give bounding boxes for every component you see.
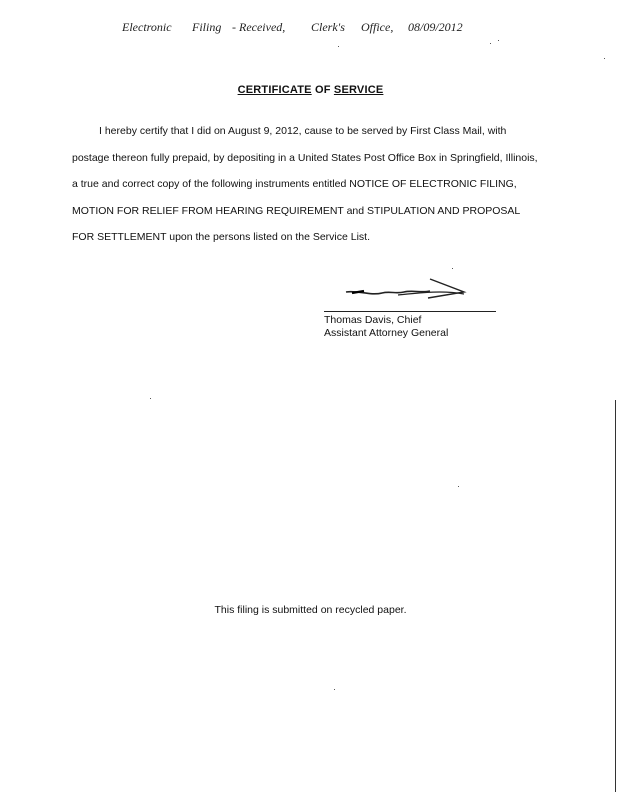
signer-name: Thomas Davis, Chief (324, 314, 422, 326)
stamp-date: 08/09/2012 (408, 20, 463, 34)
recycled-paper-note: This filing is submitted on recycled paper. (214, 604, 407, 616)
filing-stamp (0, 20, 621, 38)
scan-speck (458, 486, 459, 487)
signer-block (324, 314, 448, 340)
scan-speck (150, 398, 151, 399)
document-title (0, 84, 621, 96)
title-of: OF (311, 84, 334, 96)
stamp-word-clerks: Clerk's (311, 20, 345, 34)
scan-speck (490, 43, 491, 44)
stamp-word-office: Office, (361, 20, 394, 34)
stamp-word-electronic: Electronic (122, 20, 172, 34)
certification-paragraph: I hereby certify that I did on August 9, 2012, cause to be served by First Class Mail, with postage thereon fully prepaid, by depositing in a United States Post Office Box in Springfield, Illinois, a true and correct copy of the following instruments entitled NOTICE OF ELECTRONIC FILING, MOTION FOR RELIEF FROM HEARING REQUIREMENT and STIPULATION AND PROPOSAL FOR SETTLEMENT upon the persons listed on the Service List. (72, 125, 538, 243)
title-service: SERVICE (333, 84, 384, 96)
signer-title: Assistant Attorney General (324, 327, 449, 339)
scan-edge-line (615, 400, 616, 792)
scan-speck (334, 689, 335, 690)
stamp-word-received: - Received, (232, 20, 286, 34)
scan-speck (452, 268, 453, 269)
scan-speck (338, 46, 339, 47)
scan-speck (498, 40, 499, 41)
signature-mark (338, 262, 478, 308)
signature-line (324, 311, 496, 312)
title-certificate: CERTIFICATE (237, 84, 312, 96)
stamp-word-filing: Filing (192, 20, 222, 34)
scan-speck (604, 58, 605, 59)
